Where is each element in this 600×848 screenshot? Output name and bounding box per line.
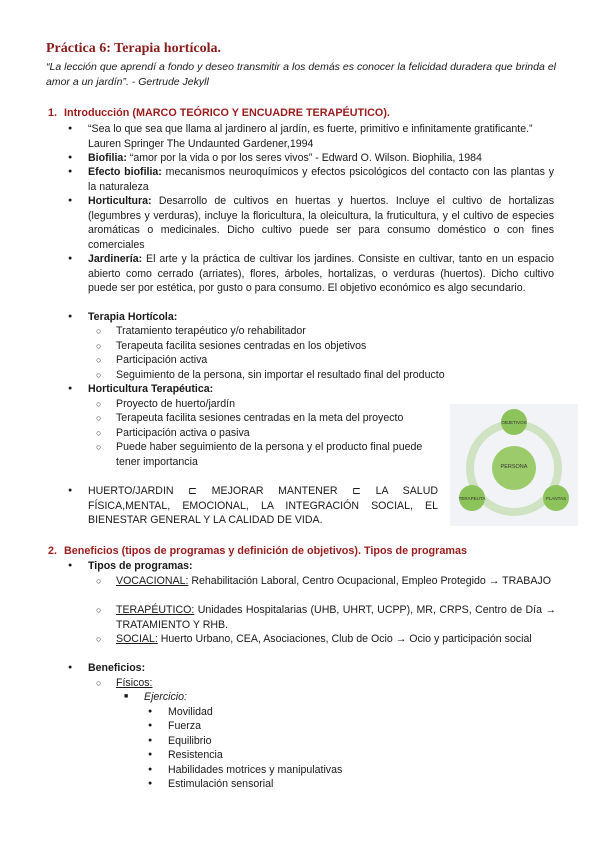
ht-sub-item: ○ Puede haber seguimiento de la persona y el producto final puede tener importancia <box>116 440 442 469</box>
biofilia-text: “amor por la vida o por los seres vivos” - Edward O. Wilson. Biophilia, 1984 <box>126 152 482 164</box>
epigraph-quote: “La lección que aprendí a fondo y deseo transmitir a los demás es conocer la felicidad duradera que brinda el amor a un jardín”. - Gertrude Jekyll <box>46 61 556 88</box>
ejercicio-sub-item: ● Equilibrio <box>168 734 212 749</box>
page-title: Práctica 6: Terapia hortícola. <box>46 41 221 56</box>
terapia-sub-item: ○ Terapeuta facilita sesiones centradas en los objetivos <box>116 339 536 354</box>
diagram-center-label: PERSONA <box>500 464 528 470</box>
ejercicio-item <box>144 690 187 705</box>
section-2-heading <box>48 544 467 559</box>
tipos-term: Tipos de programas: <box>88 560 193 572</box>
tipo-vocacional <box>116 574 556 589</box>
tipo-social <box>116 632 556 647</box>
horticultura-term: Horticultura: <box>88 195 152 207</box>
persona-cycle-diagram <box>450 404 578 526</box>
list-item-quote <box>88 122 554 151</box>
section-1-title: Introducción (MARCO TEÓRICO Y ENCUADRE TERAPÉUTICO). <box>64 107 390 119</box>
ht-sub-item: ○ Proyecto de huerto/jardín <box>116 397 426 412</box>
horticultura-text: Desarrollo de cultivos en huertas y huertos. Incluye el cultivo de hortalizas (legumbres y verduras), incluye la floricultura, la oleicultura, la fruticultura, y el cultivo de especies aromáticas o medicinales. Dicho cultivo puede ser para consumo doméstico o con fines comerciales <box>88 195 554 251</box>
beneficios-term: Beneficios: <box>88 662 146 674</box>
fisicos-item <box>116 676 536 691</box>
list-item-beneficios <box>88 661 554 676</box>
ejercicio-sub-item: ● Habilidades motrices y manipulativas <box>168 763 342 778</box>
ejercicio-sub-item: ● Fuerza <box>168 719 201 734</box>
list-item-horticultura <box>88 194 554 252</box>
section-1-number: 1. <box>48 107 58 119</box>
ejercicio-sub-item: ● Resistencia <box>168 748 223 763</box>
terapia-term: Terapia Hortícola: <box>88 311 178 323</box>
diagram-top-label: OBJETIVOS <box>501 420 527 425</box>
tipo-social-text: Huerto Urbano, CEA, Asociaciones, Club de Ocio → Ocio y participación social <box>157 633 532 645</box>
section-2-number: 2. <box>48 545 58 557</box>
ht-sub-item: ○ Participación activa o pasiva <box>116 426 426 441</box>
efecto-text: mecanismos neuroquímicos y efectos psicológicos del contacto con las plantas y la naturaleza <box>88 166 554 193</box>
terapia-sub-item: ○ Tratamiento terapéutico y/o rehabilitador <box>116 324 536 339</box>
tipo-vocacional-text: Rehabilitación Laboral, Centro Ocupacional, Empleo Protegido → TRABAJO <box>188 575 551 587</box>
list-item-huerto-salud <box>88 484 438 528</box>
list-item-terapia-horticola <box>88 310 554 325</box>
list-item-tipos-programas <box>88 559 554 574</box>
huerto-text: HUERTO/JARDIN ⊏ MEJORAR MANTENER ⊏ LA SALUD FÍSICA,MENTAL, EMOCIONAL, LA INTEGRACIÓN SOCIAL, EL BIENESTAR GENERAL Y LA CALIDAD DE VIDA. <box>88 485 438 526</box>
list-item-efecto-biofilia <box>88 165 554 194</box>
springer-quote: “Sea lo que sea que llama al jardinero al jardín, es fuerte, primitivo e infinitamente gratificante.” <box>88 123 533 135</box>
biofilia-term: Biofilia: <box>88 152 127 164</box>
tipo-terapeutico <box>116 603 556 632</box>
tipo-social-label: SOCIAL: <box>116 633 158 645</box>
list-item-biofilia <box>88 151 554 166</box>
terapia-sub-item: ○ Participación activa <box>116 353 536 368</box>
springer-source: Lauren Springer The Undaunted Gardener,1994 <box>88 137 314 150</box>
fisicos-label: Físicos: <box>116 677 153 689</box>
tipo-terapeutico-label: TERAPÉUTICO: <box>116 604 195 616</box>
ht-term: Horticultura Terapéutica: <box>88 383 214 395</box>
ejercicio-label: Ejercicio: <box>144 691 187 703</box>
tipo-vocacional-label: VOCACIONAL: <box>116 575 189 587</box>
jardineria-term: Jardinería: <box>88 253 143 265</box>
terapia-sub-item: ○ Seguimiento de la persona, sin importar el resultado final del producto <box>116 368 536 383</box>
section-2-title: Beneficios (tipos de programas y definición de objetivos). Tipos de programas <box>64 545 467 557</box>
list-item-jardineria <box>88 252 554 296</box>
ejercicio-sub-item: ● Movilidad <box>168 705 213 720</box>
ejercicio-sub-item: ● Estimulación sensorial <box>168 777 273 792</box>
section-1-heading <box>48 106 390 121</box>
diagram-right-label: PLANTAS <box>545 496 567 501</box>
diagram-left-label: TERAPEUTA <box>458 496 486 501</box>
list-item-horticultura-terapeutica <box>88 382 554 397</box>
efecto-term: Efecto biofilia: <box>88 166 162 178</box>
ht-sub-item: ○ Terapeuta facilita sesiones centradas en la meta del proyecto <box>116 411 426 426</box>
tipo-terapeutico-text: Unidades Hospitalarias (UHB, UHRT, UCPP), MR, CRPS, Centro de Día → TRATAMIENTO Y RHB. <box>116 604 556 631</box>
jardineria-text: El arte y la práctica de cultivar los jardines. Consiste en cultivar, tanto en un espacio abierto como cerrado (arriates), flores, árboles, hortalizas, o verduras (huertos). Dicho cultivo puede ser por estética, por gusto o para consumo. El objetivo económico es algo secundario. <box>88 253 554 294</box>
